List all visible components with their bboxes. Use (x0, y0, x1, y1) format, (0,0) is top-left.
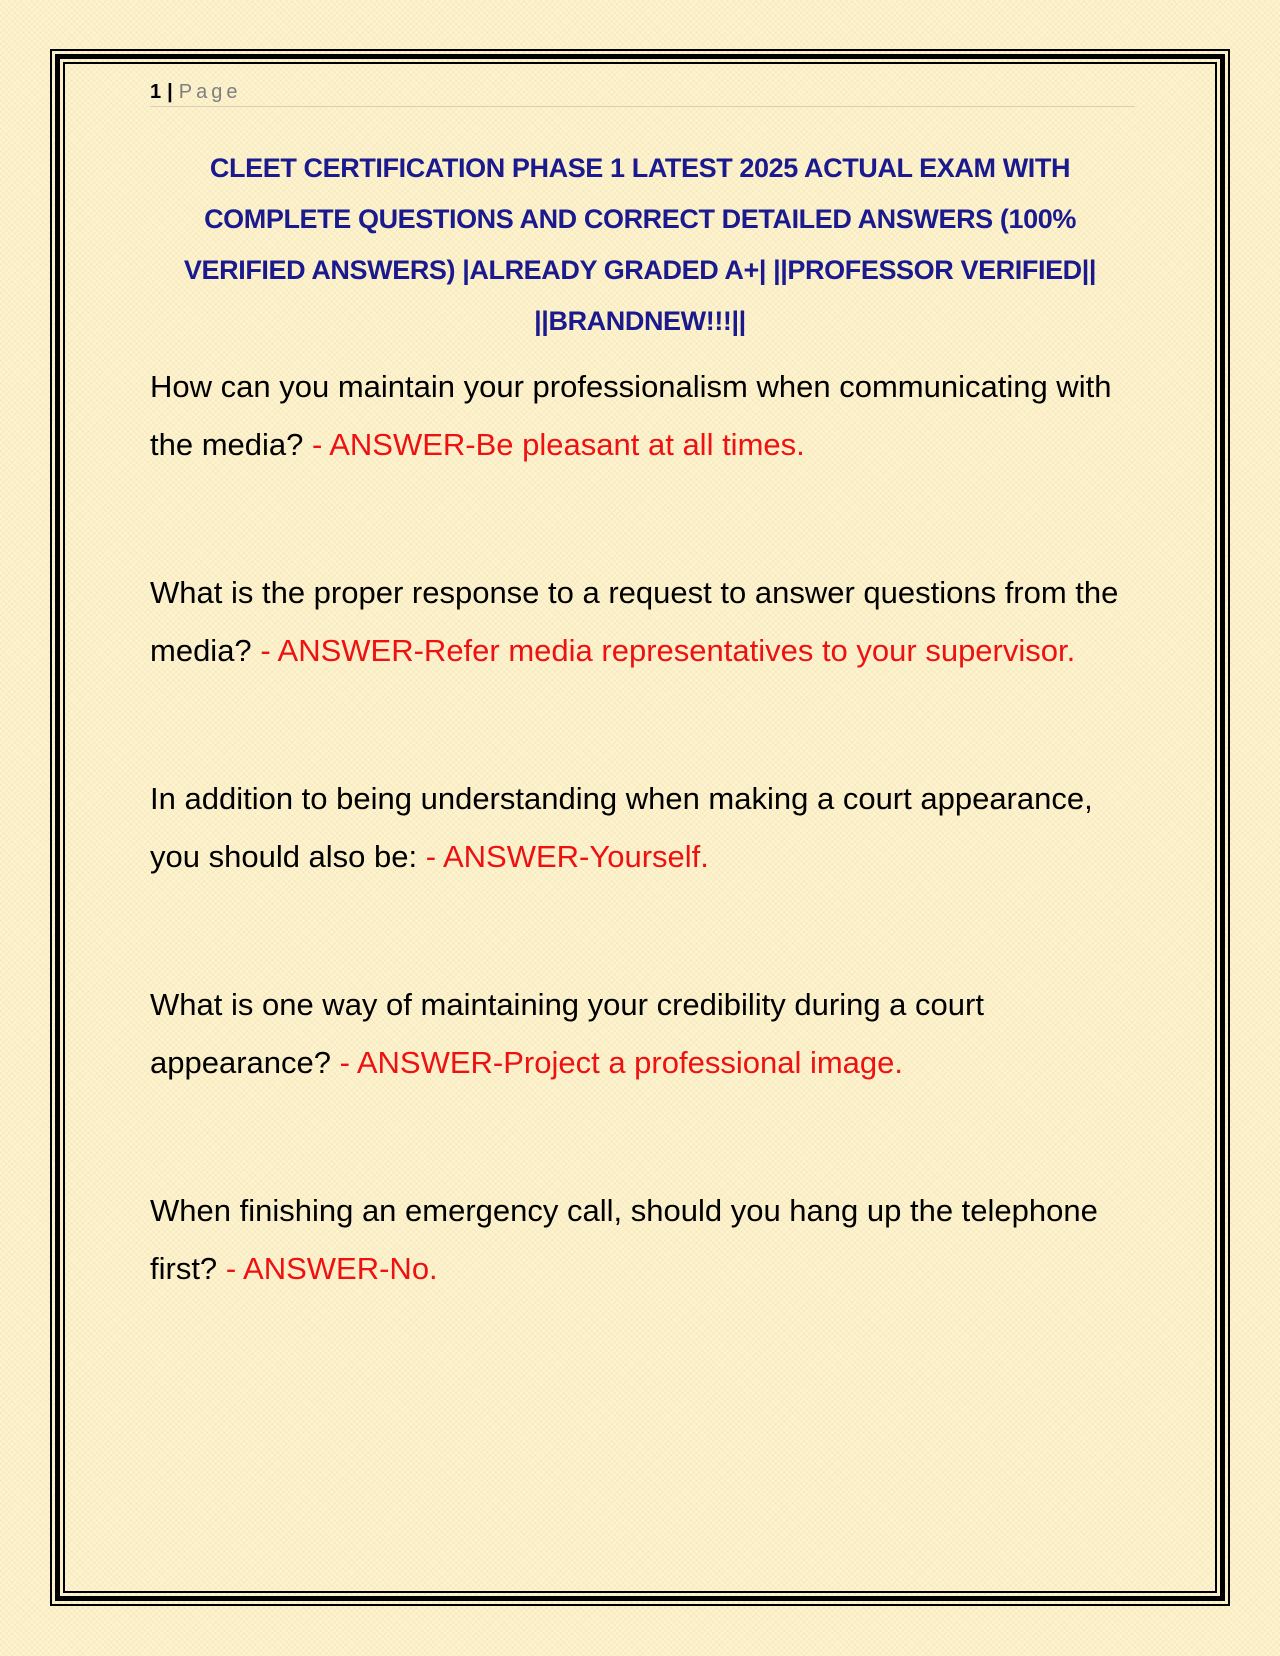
answer-text: - ANSWER-Refer media representatives to your supervisor. (260, 633, 1076, 668)
page-number: 1 (150, 81, 162, 103)
question-text: How can you maintain your professionalism when communicating with the media? (150, 369, 1112, 462)
qa-item (150, 564, 1140, 680)
page-label: Page (178, 81, 242, 103)
qa-item (150, 1182, 1140, 1298)
qa-item (150, 976, 1140, 1092)
question-text: What is the proper response to a request to answer questions from the media? (150, 575, 1119, 668)
answer-text: - ANSWER-Yourself. (425, 839, 709, 874)
question-text: In addition to being understanding when making a court appearance, you should also be: (150, 781, 1093, 874)
page-separator: | (167, 81, 173, 103)
qa-list (150, 358, 1140, 1388)
answer-text: - ANSWER-No. (225, 1251, 438, 1286)
answer-text: - ANSWER-Be pleasant at all times. (312, 427, 805, 462)
document-title: CLEET CERTIFICATION PHASE 1 LATEST 2025 ACTUAL EXAM WITH COMPLETE QUESTIONS AND CORRECT DETAILED ANSWERS (100% VERIFIED ANSWERS) |ALREADY GRADED A+| ||PROFESSOR VERIFIED|| ||BRANDNEW!!!|| (183, 153, 1097, 336)
qa-item (150, 358, 1140, 474)
page-header (150, 78, 1135, 107)
question-text: What is one way of maintaining your credibility during a court appearance? (150, 987, 984, 1080)
qa-item (150, 770, 1140, 886)
question-text: When finishing an emergency call, should you hang up the telephone first? (150, 1193, 1098, 1286)
answer-text: - ANSWER-Project a professional image. (339, 1045, 903, 1080)
